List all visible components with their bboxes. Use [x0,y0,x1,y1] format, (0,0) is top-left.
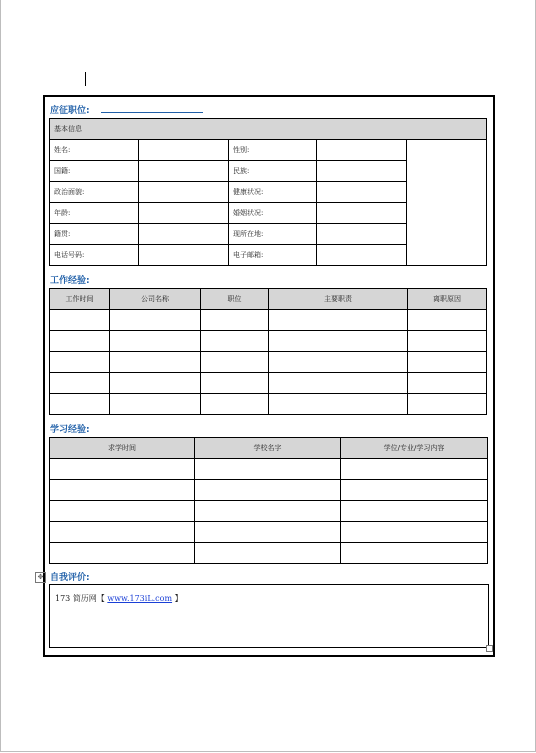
work-experience-table [49,288,487,415]
field-value-cell[interactable] [139,224,229,245]
text-cursor [85,72,86,86]
work-cell[interactable] [50,352,110,373]
job-position-label: 应征职位: [50,106,90,116]
work-cell[interactable] [269,352,408,373]
study-col-header: 求学时间 [50,438,195,459]
field-value-cell[interactable] [317,224,407,245]
study-cell[interactable] [50,543,195,564]
study-cell[interactable] [341,459,488,480]
work-cell[interactable] [201,310,269,331]
study-cell[interactable] [50,501,195,522]
work-rows [50,310,487,415]
study-row [50,522,488,543]
work-cell[interactable] [50,373,110,394]
study-row [50,501,488,522]
field-label: 电话号码: [50,245,139,266]
work-cell[interactable] [269,373,408,394]
work-cell[interactable] [269,310,408,331]
study-cell[interactable] [341,501,488,522]
work-experience-label: 工作经验: [50,276,90,286]
work-cell[interactable] [201,394,269,415]
self-evaluation-label: 自我评价: [50,573,90,583]
study-row [50,459,488,480]
study-cell[interactable] [195,480,341,501]
field-label: 政治面貌: [50,182,139,203]
work-cell[interactable] [50,310,110,331]
job-position-field[interactable] [101,112,203,113]
self-evaluation-text [55,593,183,604]
work-cell[interactable] [408,310,487,331]
field-value-cell[interactable] [317,161,407,182]
work-row [50,394,487,415]
study-cell[interactable] [341,522,488,543]
field-label: 现所在地: [229,224,317,245]
study-experience-label: 学习经验: [50,425,90,435]
study-cell[interactable] [50,459,195,480]
work-cell[interactable] [50,394,110,415]
field-label: 国籍: [50,161,139,182]
field-value-cell[interactable] [317,203,407,224]
work-row [50,373,487,394]
field-label: 婚姻状况: [229,203,317,224]
study-experience-table [49,437,488,564]
field-label: 健康状况: [229,182,317,203]
work-cell[interactable] [408,373,487,394]
work-cell[interactable] [408,394,487,415]
study-row [50,480,488,501]
study-col-header: 学位/专业/学习内容 [341,438,488,459]
work-row [50,331,487,352]
field-value-cell[interactable] [317,182,407,203]
work-cell[interactable] [110,352,201,373]
study-cell[interactable] [341,543,488,564]
work-cell[interactable] [269,331,408,352]
basic-info-header: 基本信息 [50,119,487,140]
field-label: 年龄: [50,203,139,224]
work-cell[interactable] [201,373,269,394]
work-cell[interactable] [50,331,110,352]
study-cell[interactable] [195,501,341,522]
work-col-header: 职位 [201,289,269,310]
work-cell[interactable] [201,331,269,352]
study-cell[interactable] [195,522,341,543]
study-col-header: 学校名字 [195,438,341,459]
website-link[interactable]: www.173iL.com [107,594,173,603]
work-cell[interactable] [110,373,201,394]
field-value-cell[interactable] [317,245,407,266]
self-evaluation-box[interactable] [49,584,489,648]
field-value-cell[interactable] [317,140,407,161]
work-cell[interactable] [408,331,487,352]
field-value-cell[interactable] [139,161,229,182]
resize-handle-icon[interactable] [486,645,493,652]
field-value-cell[interactable] [139,245,229,266]
work-col-header: 主要职责 [269,289,408,310]
work-cell[interactable] [110,310,201,331]
work-cell[interactable] [269,394,408,415]
basic-info-table [49,118,487,266]
work-cell[interactable] [408,352,487,373]
work-col-header: 工作时间 [50,289,110,310]
study-row [50,543,488,564]
study-cell[interactable] [195,543,341,564]
field-label: 民族: [229,161,317,182]
work-cell[interactable] [201,352,269,373]
field-value-cell[interactable] [139,140,229,161]
move-handle-icon[interactable]: ✥ [35,572,46,583]
field-label: 电子邮箱: [229,245,317,266]
study-cell[interactable] [195,459,341,480]
field-label: 籍贯: [50,224,139,245]
study-cell[interactable] [50,480,195,501]
study-cell[interactable] [50,522,195,543]
self-eval-suffix: 】 [174,594,183,603]
study-rows [50,459,488,564]
field-label: 姓名: [50,140,139,161]
field-value-cell[interactable] [139,203,229,224]
study-cell[interactable] [341,480,488,501]
self-eval-prefix: 173 简历网【 [55,594,105,603]
photo-cell[interactable] [407,140,487,266]
work-cell[interactable] [110,394,201,415]
work-col-header: 公司名称 [110,289,201,310]
work-row [50,352,487,373]
field-label: 性别: [229,140,317,161]
work-row [50,310,487,331]
work-cell[interactable] [110,331,201,352]
field-value-cell[interactable] [139,182,229,203]
work-col-header: 离职原因 [408,289,487,310]
